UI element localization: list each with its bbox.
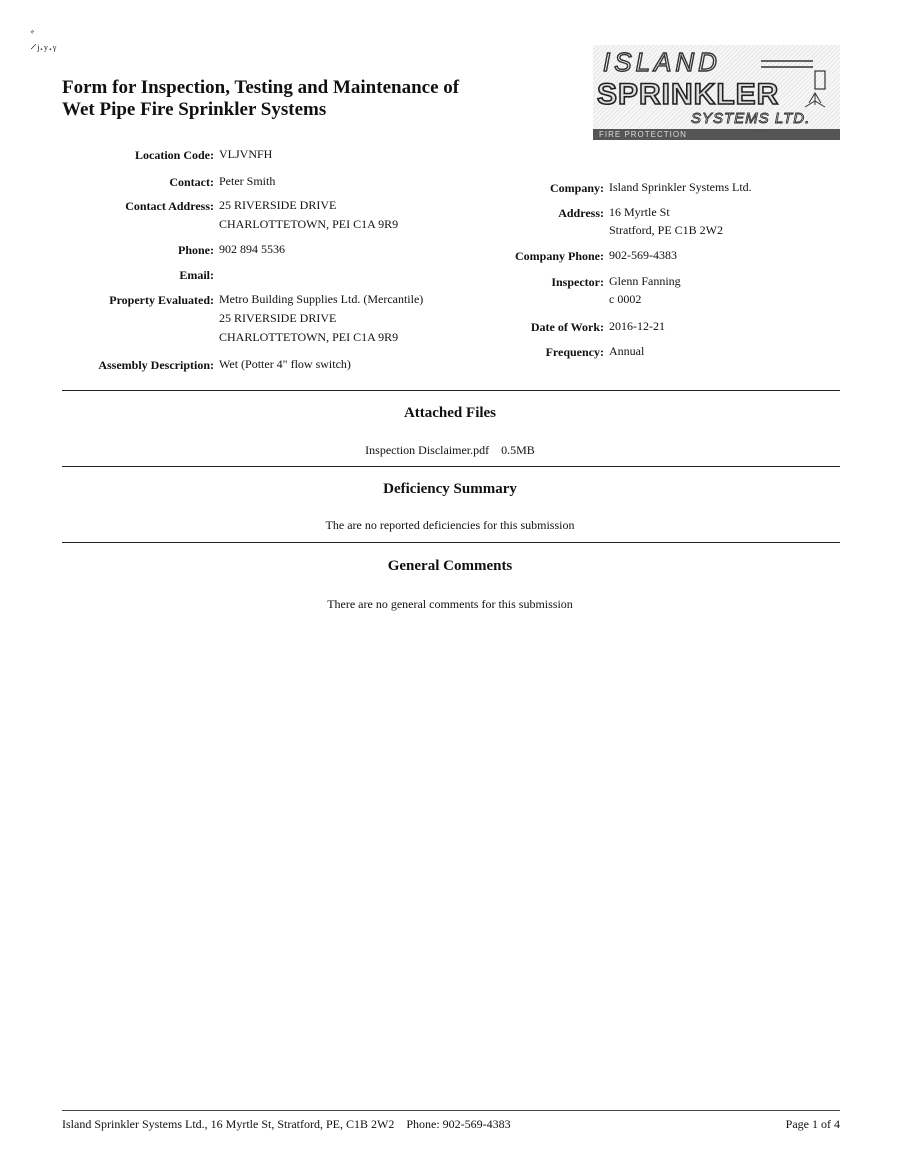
- property-evaluated-label: Property Evaluated:: [109, 293, 214, 307]
- section-divider: [62, 466, 840, 467]
- contact-value: Peter Smith: [219, 174, 276, 188]
- logo-word-island: ISLAND: [603, 47, 721, 77]
- logo-word-sprinkler: SPRINKLER: [597, 78, 780, 111]
- phone-value: 902 894 5536: [219, 242, 285, 256]
- footer-phone: Phone: 902-569-4383: [406, 1117, 511, 1131]
- footer-address: Island Sprinkler Systems Ltd., 16 Myrtle St, Stratford, PE, C1B 2W2: [62, 1117, 395, 1131]
- frequency-value: Annual: [609, 344, 645, 358]
- inspector-id: c 0002: [609, 292, 642, 306]
- section-divider: [62, 390, 840, 391]
- company-phone-label: Company Phone:: [514, 249, 604, 263]
- contact-address-label: Contact Address:: [125, 199, 214, 213]
- company-label: Company:: [549, 181, 604, 195]
- deficiency-summary-heading: Deficiency Summary: [383, 481, 517, 497]
- attached-file-size: 0.5MB: [501, 443, 535, 457]
- attached-file-entry: [0, 443, 900, 458]
- date-of-work-value: 2016-12-21: [609, 319, 665, 333]
- property-line3: CHARLOTTETOWN, PEI C1A 9R9: [219, 330, 399, 344]
- footer-contact: [62, 1117, 511, 1132]
- form-title-line1: Form for Inspection, Testing and Maintenance of: [62, 77, 460, 98]
- property-line1: Metro Building Supplies Ltd. (Mercantile): [219, 292, 424, 306]
- general-comments-heading: General Comments: [387, 558, 513, 574]
- general-comments-text: There are no general comments for this submission: [327, 597, 573, 611]
- company-address-label: Address:: [558, 206, 604, 220]
- form-title-line2: Wet Pipe Fire Sprinkler Systems: [62, 99, 327, 120]
- inspector-label: Inspector:: [551, 275, 604, 289]
- company-phone-value: 902-569-4383: [609, 248, 677, 262]
- location-code-value: VLJVNFH: [219, 147, 273, 161]
- deficiency-summary-text: The are no reported deficiencies for this submission: [325, 518, 575, 532]
- location-code-label: Location Code:: [135, 148, 214, 162]
- contact-label: Contact:: [169, 175, 214, 189]
- page-number: Page 1 of 4: [785, 1117, 840, 1131]
- logo-word-systems: SYSTEMS LTD.: [691, 110, 811, 127]
- contact-address-line2: CHARLOTTETOWN, PEI C1A 9R9: [219, 217, 399, 231]
- scan-artifact: ⸍ʲ·ʸ·ᵞ: [30, 43, 57, 58]
- frequency-label: Frequency:: [545, 345, 604, 359]
- form-title: [62, 77, 459, 121]
- attached-file-link[interactable]: Inspection Disclaimer.pdf: [365, 443, 490, 457]
- company-address-line2: Stratford, PE C1B 2W2: [609, 223, 723, 237]
- attached-files-heading: Attached Files: [403, 405, 497, 421]
- section-divider: [62, 542, 840, 543]
- phone-label: Phone:: [178, 243, 214, 257]
- company-value: Island Sprinkler Systems Ltd.: [609, 180, 752, 194]
- logo-band: FIRE PROTECTION: [593, 129, 840, 140]
- email-label: Email:: [179, 268, 214, 282]
- date-of-work-label: Date of Work:: [530, 320, 604, 334]
- scan-artifact: ﾞ: [30, 31, 37, 46]
- assembly-description-value: Wet (Potter 4" flow switch): [219, 357, 351, 371]
- property-line2: 25 RIVERSIDE DRIVE: [219, 311, 337, 325]
- inspector-value: Glenn Fanning: [609, 274, 681, 288]
- assembly-description-label: Assembly Description:: [98, 358, 214, 372]
- contact-address-line1: 25 RIVERSIDE DRIVE: [219, 198, 337, 212]
- company-address-line1: 16 Myrtle St: [609, 205, 670, 219]
- company-logo: [593, 45, 840, 140]
- footer-divider: [62, 1110, 840, 1111]
